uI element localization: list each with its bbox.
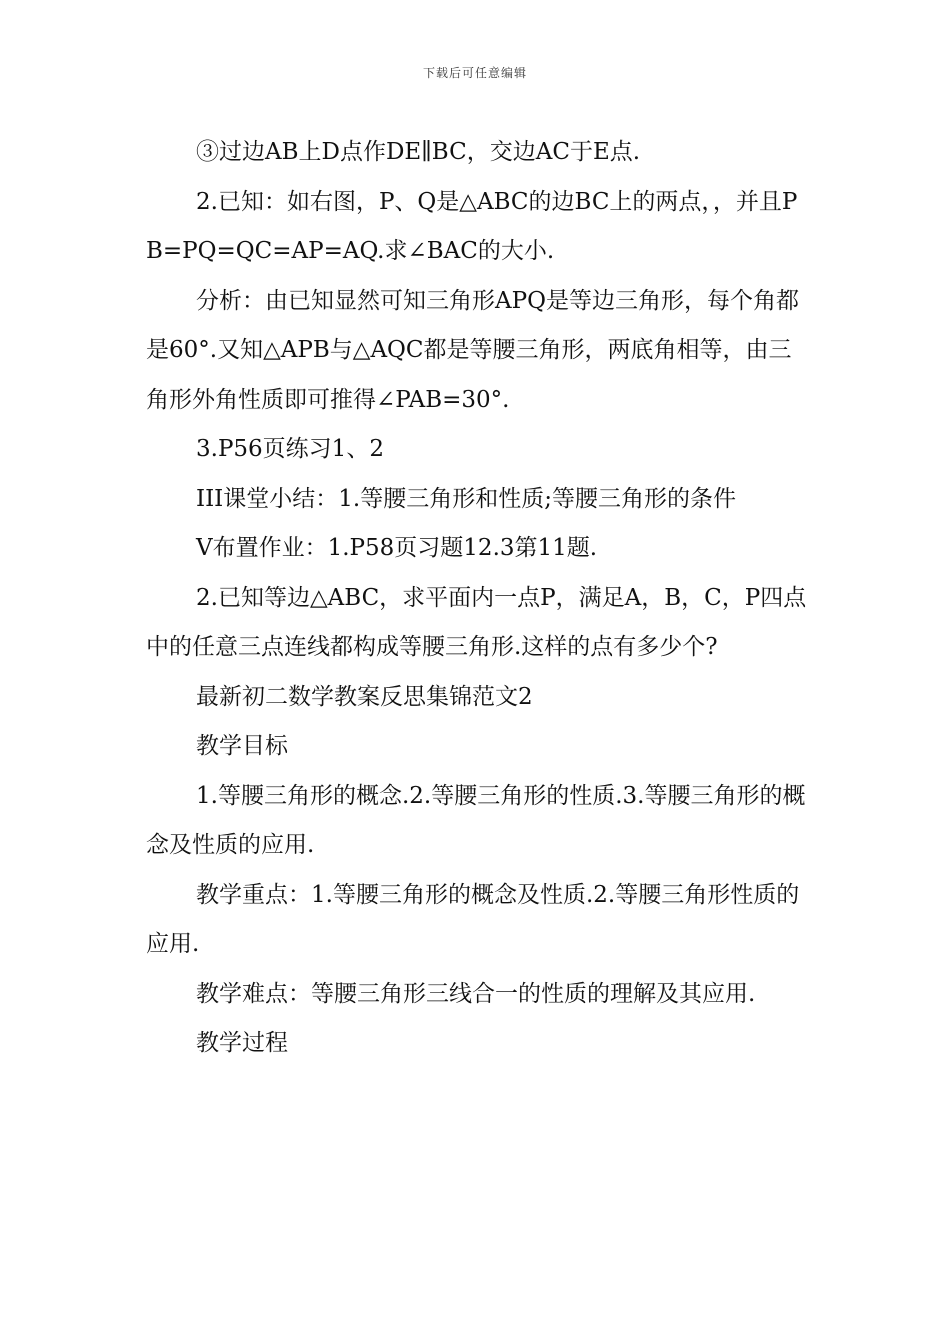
paragraph-homework-2: 2.已知等边△ABC，求平面内一点P，满足A，B，C，P四点中的任意三点连线都构成等腰三角形.这样的点有多少个? xyxy=(146,584,807,660)
paragraph-difficulties: 教学难点：等腰三角形三线合一的性质的理解及其应用. xyxy=(196,980,756,1007)
paragraph-exercise-2: 2.已知：如右图，P、Q是△ABC的边BC上的两点，，并且PB=PQ=QC=AP=AQ.求∠BAC的大小. xyxy=(146,188,798,264)
paragraph-homework: V布置作业：1.P58页习题12.3第11题. xyxy=(196,535,598,561)
paragraph-objectives: 1.等腰三角形的概念.2.等腰三角形的性质.3.等腰三角形的概念及性质的应用. xyxy=(146,782,806,858)
paragraph-key-points: 教学重点：1.等腰三角形的概念及性质.2.等腰三角形性质的应用. xyxy=(146,881,800,957)
heading-process: 教学过程 xyxy=(196,1030,288,1056)
heading-objectives: 教学目标 xyxy=(196,733,288,759)
document-body xyxy=(146,128,812,1069)
paragraph-exercise-3: 3.P56页练习1、2 xyxy=(196,436,384,462)
paragraph-analysis: 分析：由已知显然可知三角形APQ是等边三角形，每个角都是60°.又知△APB与△AQC都是等腰三角形，两底角相等，由三角形外角性质即可推得∠PAB=30°. xyxy=(146,287,799,413)
page-header: 下载后可任意编辑 xyxy=(422,66,527,80)
section-title: 最新初二数学教案反思集锦范文2 xyxy=(196,683,533,710)
paragraph-summary: III课堂小结：1.等腰三角形和性质;等腰三角形的条件 xyxy=(196,485,736,512)
paragraph-step-3: ③过边AB上D点作DE∥BC，交边AC于E点. xyxy=(196,139,641,165)
